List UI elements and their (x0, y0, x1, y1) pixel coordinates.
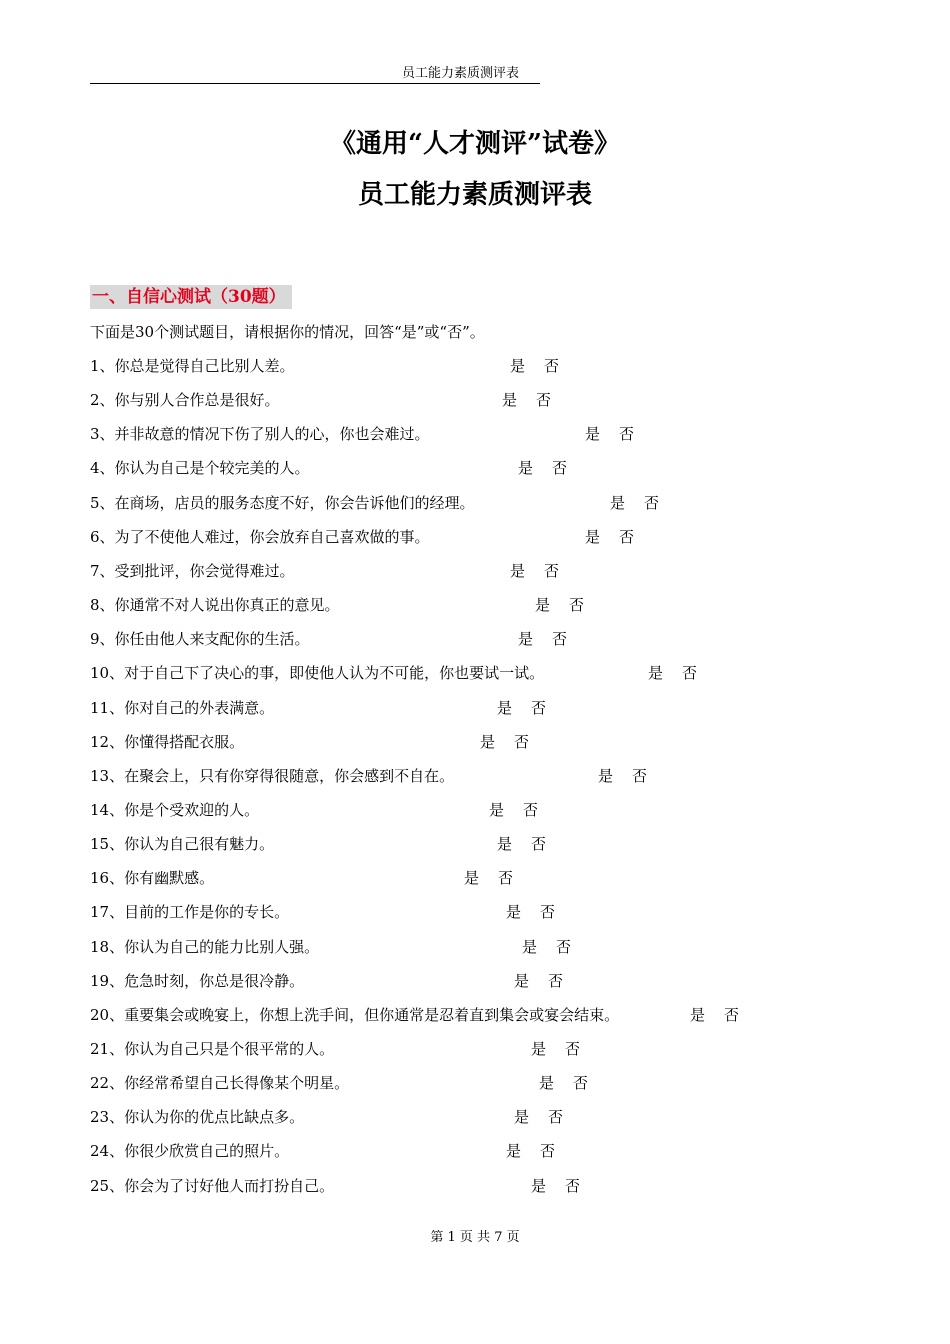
question-text: 4、你认为自己是个较完美的人。 (90, 459, 310, 477)
question-text: 19、危急时刻，你总是很冷静。 (90, 972, 305, 990)
answer-yes-option[interactable]: 是 (506, 903, 522, 921)
answer-no-option[interactable]: 否 (552, 459, 568, 477)
document-subtitle: 员工能力素质测评表 (357, 180, 592, 210)
header-rule (90, 83, 540, 84)
answer-no-option[interactable]: 否 (531, 699, 547, 717)
answer-no-option[interactable]: 否 (536, 391, 552, 409)
answer-no-option[interactable]: 否 (544, 357, 560, 375)
answer-yes-option[interactable]: 是 (480, 733, 496, 751)
answer-yes-option[interactable]: 是 (585, 528, 601, 546)
answer-yes-option[interactable]: 是 (502, 391, 518, 409)
answer-no-option[interactable]: 否 (632, 767, 648, 785)
answer-yes-option[interactable]: 是 (489, 801, 505, 819)
answer-no-option[interactable]: 否 (682, 664, 698, 682)
question-text: 18、你认为自己的能力比别人强。 (90, 938, 320, 956)
question-text: 24、你很少欣赏自己的照片。 (90, 1142, 290, 1160)
answer-yes-option[interactable]: 是 (510, 357, 526, 375)
page-header: 员工能力素质测评表 (402, 66, 520, 81)
answer-no-option[interactable]: 否 (619, 425, 635, 443)
question-text: 7、受到批评，你会觉得难过。 (90, 562, 295, 580)
answer-yes-option[interactable]: 是 (531, 1040, 547, 1058)
question-text: 22、你经常希望自己长得像某个明星。 (90, 1074, 350, 1092)
answer-yes-option[interactable]: 是 (522, 938, 538, 956)
answer-no-option[interactable]: 否 (573, 1074, 589, 1092)
question-text: 17、目前的工作是你的专长。 (90, 903, 290, 921)
answer-no-option[interactable]: 否 (531, 835, 547, 853)
question-text: 12、你懂得搭配衣服。 (90, 733, 245, 751)
question-text: 10、对于自己下了决心的事，即使他人认为不可能，你也要试一试。 (90, 664, 545, 682)
answer-no-option[interactable]: 否 (565, 1177, 581, 1195)
question-text: 15、你认为自己很有魅力。 (90, 835, 275, 853)
question-text: 20、重要集会或晚宴上，你想上洗手间，但你通常是忍着直到集会或宴会结束。 (90, 1006, 620, 1024)
answer-yes-option[interactable]: 是 (539, 1074, 555, 1092)
section-intro: 下面是30个测试题目，请根据你的情况，回答“是”或“否”。 (90, 323, 485, 341)
question-text: 8、你通常不对人说出你真正的意见。 (90, 596, 340, 614)
answer-yes-option[interactable]: 是 (464, 869, 480, 887)
answer-no-option[interactable]: 否 (523, 801, 539, 819)
question-text: 6、为了不使他人难过，你会放弃自己喜欢做的事。 (90, 528, 430, 546)
question-text: 14、你是个受欢迎的人。 (90, 801, 260, 819)
answer-no-option[interactable]: 否 (619, 528, 635, 546)
question-text: 3、并非故意的情况下伤了别人的心，你也会难过。 (90, 425, 430, 443)
answer-yes-option[interactable]: 是 (598, 767, 614, 785)
question-text: 11、你对自己的外表满意。 (90, 699, 275, 717)
answer-yes-option[interactable]: 是 (648, 664, 664, 682)
answer-yes-option[interactable]: 是 (535, 596, 551, 614)
answer-yes-option[interactable]: 是 (531, 1177, 547, 1195)
answer-yes-option[interactable]: 是 (518, 630, 534, 648)
question-text: 16、你有幽默感。 (90, 869, 215, 887)
answer-no-option[interactable]: 否 (540, 1142, 556, 1160)
answer-no-option[interactable]: 否 (569, 596, 585, 614)
answer-yes-option[interactable]: 是 (610, 494, 626, 512)
answer-yes-option[interactable]: 是 (518, 459, 534, 477)
question-text: 5、在商场，店员的服务态度不好，你会告诉他们的经理。 (90, 494, 475, 512)
answer-no-option[interactable]: 否 (498, 869, 514, 887)
document-title: 《通用“人才测评”试卷》 (330, 129, 620, 159)
answer-yes-option[interactable]: 是 (514, 972, 530, 990)
answer-no-option[interactable]: 否 (548, 972, 564, 990)
answer-no-option[interactable]: 否 (556, 938, 572, 956)
question-text: 13、在聚会上，只有你穿得很随意，你会感到不自在。 (90, 767, 455, 785)
question-text: 1、你总是觉得自己比别人差。 (90, 357, 295, 375)
answer-yes-option[interactable]: 是 (497, 699, 513, 717)
answer-yes-option[interactable]: 是 (585, 425, 601, 443)
page-footer: 第 1 页 共 7 页 (430, 1230, 520, 1245)
answer-yes-option[interactable]: 是 (690, 1006, 706, 1024)
question-text: 21、你认为自己只是个很平常的人。 (90, 1040, 335, 1058)
answer-no-option[interactable]: 否 (644, 494, 660, 512)
answer-yes-option[interactable]: 是 (506, 1142, 522, 1160)
question-text: 25、你会为了讨好他人而打扮自己。 (90, 1177, 335, 1195)
question-text: 2、你与别人合作总是很好。 (90, 391, 280, 409)
answer-no-option[interactable]: 否 (514, 733, 530, 751)
question-text: 9、你任由他人来支配你的生活。 (90, 630, 310, 648)
question-text: 23、你认为你的优点比缺点多。 (90, 1108, 305, 1126)
answer-no-option[interactable]: 否 (544, 562, 560, 580)
answer-no-option[interactable]: 否 (540, 903, 556, 921)
answer-yes-option[interactable]: 是 (514, 1108, 530, 1126)
answer-no-option[interactable]: 否 (724, 1006, 740, 1024)
answer-no-option[interactable]: 否 (565, 1040, 581, 1058)
section-heading: 一、自信心测试（30题） (90, 285, 292, 309)
answer-no-option[interactable]: 否 (548, 1108, 564, 1126)
answer-yes-option[interactable]: 是 (510, 562, 526, 580)
answer-yes-option[interactable]: 是 (497, 835, 513, 853)
answer-no-option[interactable]: 否 (552, 630, 568, 648)
